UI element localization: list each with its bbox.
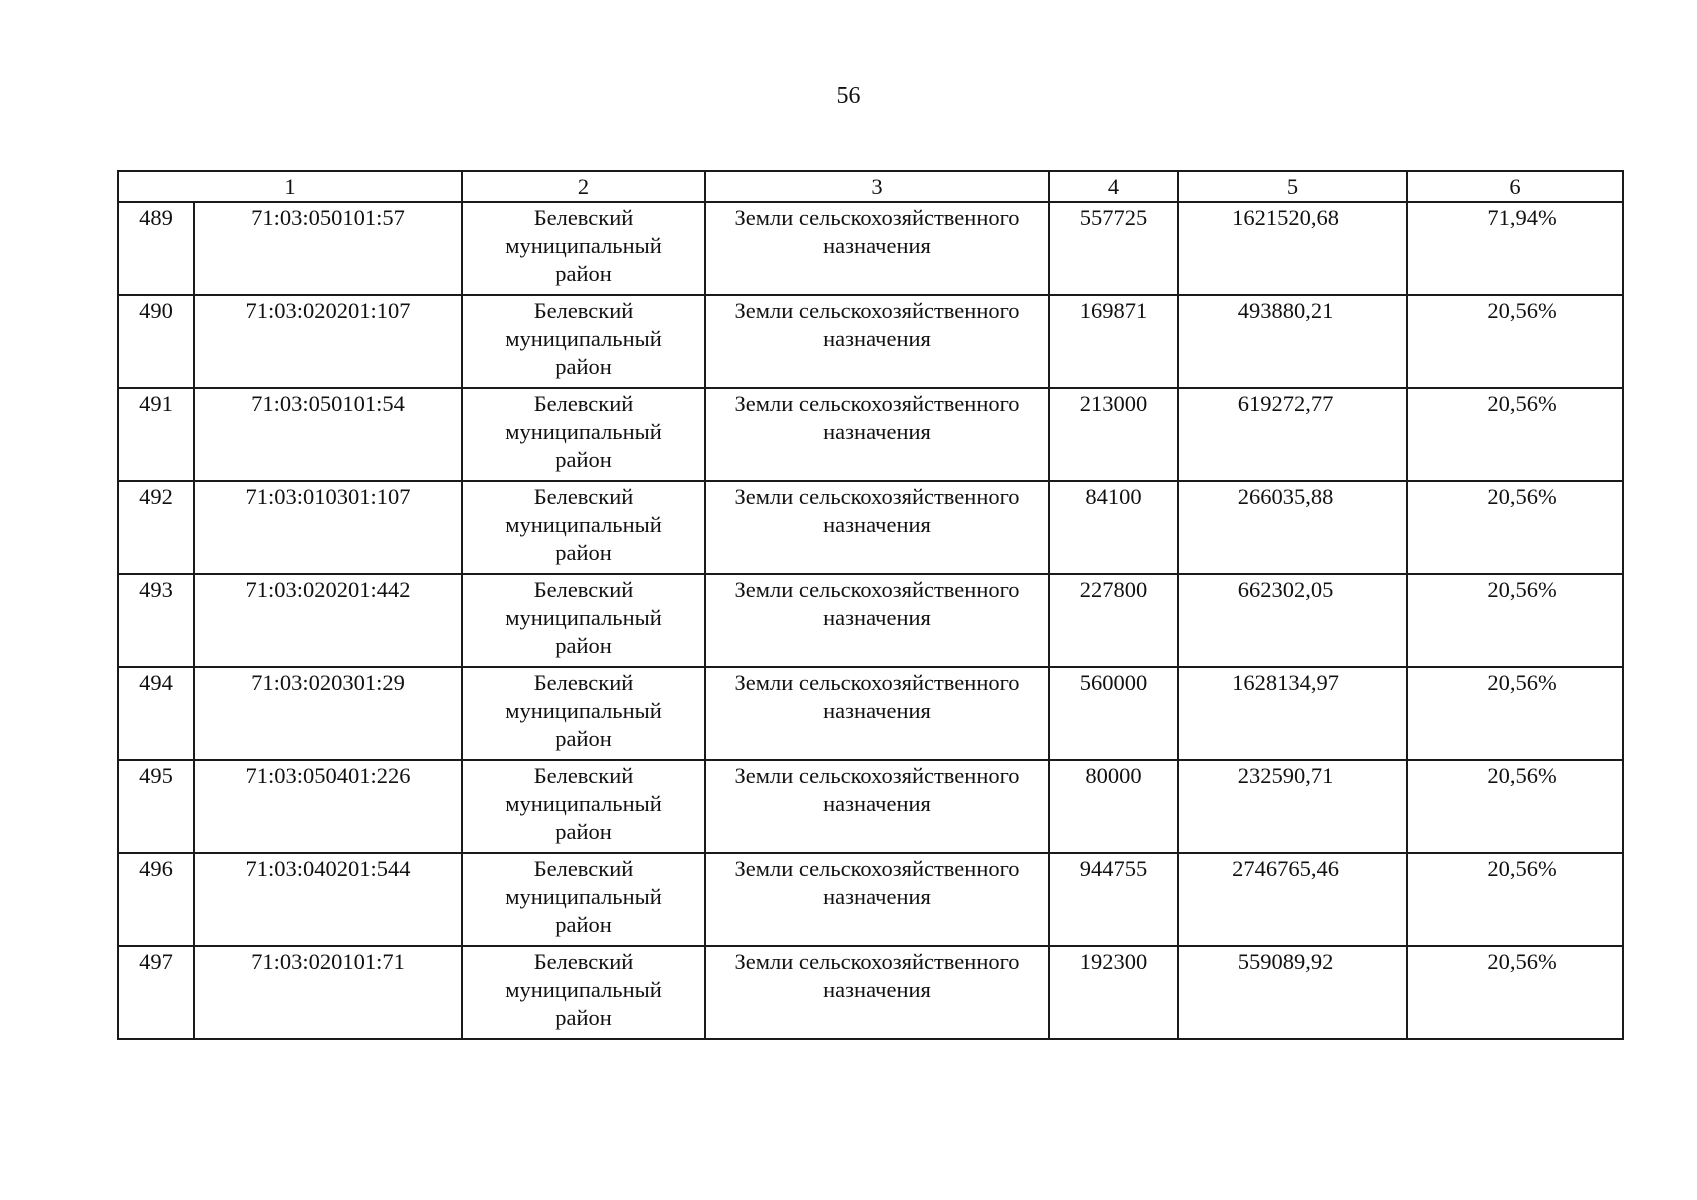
district-line: муниципальный [505, 605, 662, 630]
district-line: муниципальный [505, 233, 662, 258]
cadastral-number-cell: 71:03:020201:442 [194, 574, 462, 667]
district-line: район [555, 354, 612, 379]
district-cell [462, 667, 705, 760]
row-number-cell: 489 [118, 202, 194, 295]
land-category-cell: Земли сельскохозяйственного назначения [705, 295, 1049, 388]
area-cell: 560000 [1049, 667, 1178, 760]
district-line: Белевский [533, 391, 634, 416]
percent-cell: 20,56% [1407, 295, 1623, 388]
district-line: муниципальный [505, 698, 662, 723]
district-line: Белевский [533, 949, 634, 974]
land-category-cell: Земли сельскохозяйственного назначения [705, 760, 1049, 853]
area-cell: 80000 [1049, 760, 1178, 853]
table-row [118, 760, 1623, 853]
percent-cell: 71,94% [1407, 202, 1623, 295]
cadastral-number-cell: 71:03:050101:57 [194, 202, 462, 295]
percent-cell: 20,56% [1407, 481, 1623, 574]
row-number-cell: 492 [118, 481, 194, 574]
row-number-cell: 490 [118, 295, 194, 388]
percent-cell: 20,56% [1407, 667, 1623, 760]
area-cell: 213000 [1049, 388, 1178, 481]
cadastral-number-cell: 71:03:020201:107 [194, 295, 462, 388]
cadastral-value-cell: 662302,05 [1178, 574, 1407, 667]
header-col-6: 6 [1407, 171, 1623, 202]
row-number-cell: 491 [118, 388, 194, 481]
district-cell [462, 946, 705, 1039]
district-cell [462, 853, 705, 946]
percent-cell: 20,56% [1407, 388, 1623, 481]
cadastral-value-cell: 619272,77 [1178, 388, 1407, 481]
row-number-cell: 496 [118, 853, 194, 946]
district-cell [462, 388, 705, 481]
district-line: Белевский [533, 484, 634, 509]
table-row [118, 202, 1623, 295]
percent-cell: 20,56% [1407, 760, 1623, 853]
table-row [118, 388, 1623, 481]
cadastral-number-cell: 71:03:050101:54 [194, 388, 462, 481]
district-line: Белевский [533, 856, 634, 881]
row-number-cell: 493 [118, 574, 194, 667]
area-cell: 227800 [1049, 574, 1178, 667]
district-line: муниципальный [505, 884, 662, 909]
district-cell [462, 574, 705, 667]
land-category-cell: Земли сельскохозяйственного назначения [705, 667, 1049, 760]
land-category-cell: Земли сельскохозяйственного назначения [705, 574, 1049, 667]
district-line: муниципальный [505, 977, 662, 1002]
land-category-cell: Земли сельскохозяйственного назначения [705, 853, 1049, 946]
district-line: Белевский [533, 670, 634, 695]
header-col-2: 2 [462, 171, 705, 202]
district-line: район [555, 447, 612, 472]
header-col-3: 3 [705, 171, 1049, 202]
row-number-cell: 497 [118, 946, 194, 1039]
district-line: Белевский [533, 763, 634, 788]
table-row [118, 853, 1623, 946]
table-row [118, 946, 1623, 1039]
cadastral-number-cell: 71:03:020301:29 [194, 667, 462, 760]
area-cell: 84100 [1049, 481, 1178, 574]
row-number-cell: 495 [118, 760, 194, 853]
cadastral-value-cell: 232590,71 [1178, 760, 1407, 853]
cadastral-number-cell: 71:03:010301:107 [194, 481, 462, 574]
district-cell [462, 481, 705, 574]
percent-cell: 20,56% [1407, 853, 1623, 946]
district-line: район [555, 633, 612, 658]
table-row [118, 295, 1623, 388]
area-cell: 944755 [1049, 853, 1178, 946]
cadastral-value-cell: 1628134,97 [1178, 667, 1407, 760]
cadastral-number-cell: 71:03:040201:544 [194, 853, 462, 946]
header-col-1: 1 [118, 171, 462, 202]
land-plots-table [117, 170, 1624, 1040]
district-cell [462, 202, 705, 295]
district-cell [462, 295, 705, 388]
header-row [118, 171, 1623, 202]
district-line: район [555, 912, 612, 937]
cadastral-number-cell: 71:03:050401:226 [194, 760, 462, 853]
district-line: Белевский [533, 298, 634, 323]
district-line: Белевский [533, 205, 634, 230]
district-line: муниципальный [505, 419, 662, 444]
cadastral-value-cell: 559089,92 [1178, 946, 1407, 1039]
page-number: 56 [836, 83, 861, 109]
table-body [118, 171, 1623, 1039]
row-number-cell: 494 [118, 667, 194, 760]
cadastral-value-cell: 1621520,68 [1178, 202, 1407, 295]
area-cell: 557725 [1049, 202, 1178, 295]
percent-cell: 20,56% [1407, 946, 1623, 1039]
district-line: муниципальный [505, 512, 662, 537]
cadastral-value-cell: 2746765,46 [1178, 853, 1407, 946]
table-row [118, 667, 1623, 760]
cadastral-number-cell: 71:03:020101:71 [194, 946, 462, 1039]
table-row [118, 574, 1623, 667]
district-line: район [555, 1005, 612, 1030]
cadastral-value-cell: 493880,21 [1178, 295, 1407, 388]
district-line: район [555, 819, 612, 844]
district-line: район [555, 726, 612, 751]
land-category-cell: Земли сельскохозяйственного назначения [705, 946, 1049, 1039]
district-line: район [555, 261, 612, 286]
district-cell [462, 760, 705, 853]
land-category-cell: Земли сельскохозяйственного назначения [705, 481, 1049, 574]
header-col-5: 5 [1178, 171, 1407, 202]
land-category-cell: Земли сельскохозяйственного назначения [705, 388, 1049, 481]
district-line: район [555, 540, 612, 565]
area-cell: 169871 [1049, 295, 1178, 388]
area-cell: 192300 [1049, 946, 1178, 1039]
header-col-4: 4 [1049, 171, 1178, 202]
percent-cell: 20,56% [1407, 574, 1623, 667]
land-category-cell: Земли сельскохозяйственного назначения [705, 202, 1049, 295]
table-row [118, 481, 1623, 574]
district-line: Белевский [533, 577, 634, 602]
district-line: муниципальный [505, 326, 662, 351]
cadastral-value-cell: 266035,88 [1178, 481, 1407, 574]
district-line: муниципальный [505, 791, 662, 816]
